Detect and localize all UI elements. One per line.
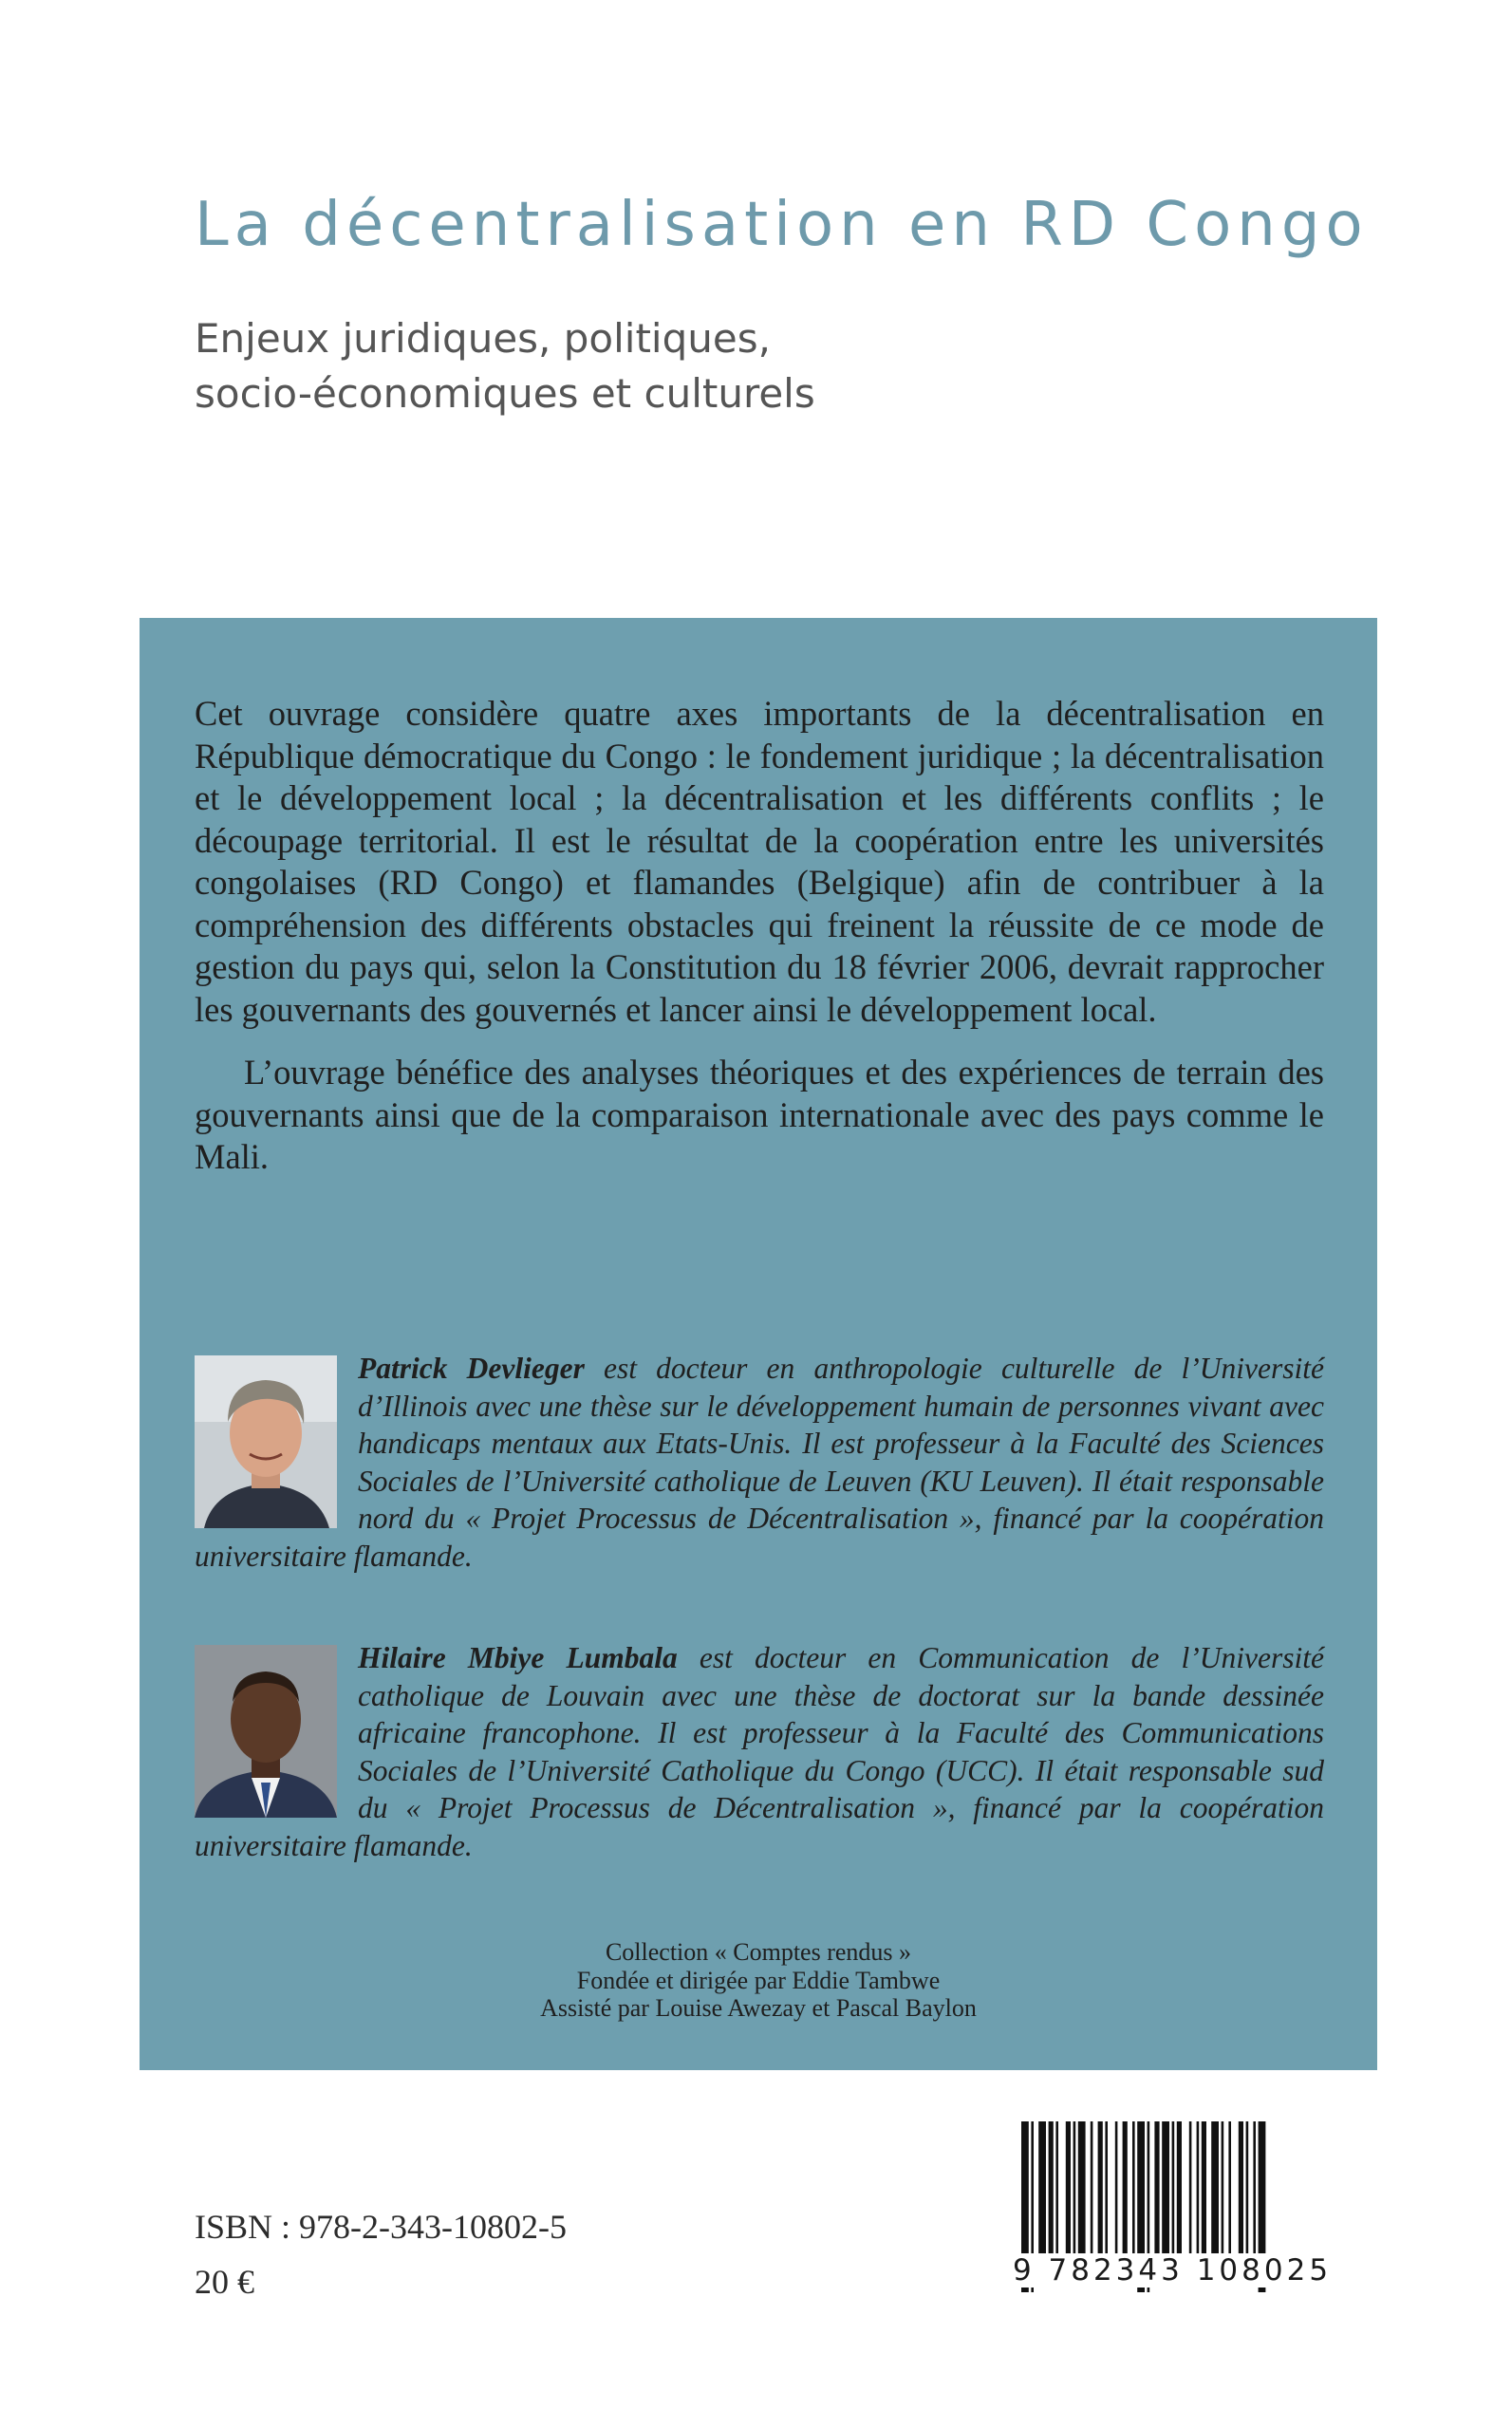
subtitle-line-2: socio-économiques et culturels bbox=[195, 370, 815, 417]
isbn: ISBN : 978-2-343-10802-5 bbox=[195, 2208, 567, 2246]
barcode-bar bbox=[1253, 2121, 1256, 2264]
price: 20 € bbox=[195, 2263, 254, 2301]
description-paragraph-2: L’ouvrage bénéfice des analyses théoriques et des expériences de terrain des gouvernants ainsi que de la comparaison internationale avec des pays comme le Mali. bbox=[195, 1053, 1324, 1176]
barcode-bar bbox=[1197, 2121, 1200, 2264]
barcode-bar bbox=[1055, 2121, 1058, 2264]
barcode-bar bbox=[1177, 2121, 1182, 2264]
author-name-1: Patrick Devlieger bbox=[358, 1352, 585, 1385]
barcode-bar bbox=[1038, 2121, 1046, 2264]
collection-line-3: Assisté par Louise Awezay et Pascal Baylon bbox=[540, 1994, 977, 2022]
collection-line-2: Fondée et dirigée par Eddie Tambwe bbox=[576, 1966, 941, 1994]
author-photo-mbiye bbox=[195, 1645, 337, 1818]
barcode-bar bbox=[1162, 2121, 1169, 2264]
book-description bbox=[195, 693, 1324, 1200]
barcode-bar bbox=[1172, 2121, 1175, 2264]
author-bio-2 bbox=[195, 1639, 1324, 1864]
barcode-number: 9 782343 108025 bbox=[1008, 2253, 1336, 2288]
book-subtitle bbox=[195, 311, 1334, 421]
author-bio-text-1: est docteur en anthropologie culturelle de l’Université d’Illinois avec une thèse sur le développement humain de personnes vivant avec handicaps mentaux aux Etats-Unis. Il est professeur à la Faculté des Sciences Sociales de l’Université catholique de Leuven (KU Leuven). Il était responsable nord du « Projet Processus de Décentralisation », financé par la coopération universitaire flamande. bbox=[195, 1352, 1325, 1573]
barcode-bar bbox=[1239, 2121, 1243, 2264]
barcode-bar bbox=[1211, 2121, 1219, 2264]
barcode-bar bbox=[1066, 2121, 1071, 2264]
barcode-bar bbox=[1202, 2121, 1206, 2264]
barcode-bar bbox=[1154, 2121, 1159, 2264]
subtitle-line-1: Enjeux juridiques, politiques, bbox=[195, 315, 771, 362]
barcode-bar bbox=[1073, 2121, 1076, 2264]
barcode-bar bbox=[1189, 2121, 1192, 2264]
barcode-bar bbox=[1222, 2121, 1224, 2264]
author-photo-devlieger bbox=[195, 1355, 337, 1528]
barcode-bar bbox=[1123, 2121, 1128, 2264]
barcode-bar bbox=[1246, 2121, 1249, 2264]
collection-line-1: Collection « Comptes rendus » bbox=[605, 1938, 912, 1966]
author-bio-text-2: est docteur en Communication de l’Université catholique de Louvain avec une thèse de doctorat sur la bande dessinée africaine francophone. Il est professeur à la Faculté des Communications Sociales de l’Université Catholique du Congo (UCC). Il était responsable sud du « Projet Processus de Décentralisation », financé par la coopération universitaire flamande. bbox=[195, 1641, 1324, 1862]
barcode-bar bbox=[1091, 2121, 1093, 2264]
barcode-bar bbox=[1098, 2121, 1103, 2264]
book-title: La décentralisation en RD Congo bbox=[195, 190, 1369, 260]
barcode-bar bbox=[1228, 2121, 1231, 2264]
author-name-2: Hilaire Mbiye Lumbala bbox=[358, 1641, 678, 1674]
author-bio-1 bbox=[195, 1350, 1324, 1575]
barcode-bar bbox=[1078, 2121, 1086, 2264]
collection-info bbox=[140, 1938, 1377, 2023]
barcode-bar bbox=[1105, 2121, 1108, 2264]
description-paragraph-1: Cet ouvrage considère quatre axes importants de la décentralisation en République démocratique du Congo : le fondement juridique ; la décentralisation et le développement local ; la décentralisation et les différents conflits ; le découpage territorial. Il est le résultat de la coopération entre les universités congolaises (RD Congo) et flamandes (Belgique) afin de contribuer à la compréhension des différents obstacles qui freinent la réussite de ce mode de gestion du pays qui, selon la Constitution du 18 février 2006, devrait rapprocher les gouvernants des gouvernés et lancer ainsi le développement local. bbox=[195, 694, 1324, 1029]
barcode-bar bbox=[1049, 2121, 1054, 2264]
barcode-bar bbox=[1132, 2121, 1135, 2264]
barcode-bar bbox=[1115, 2121, 1118, 2264]
